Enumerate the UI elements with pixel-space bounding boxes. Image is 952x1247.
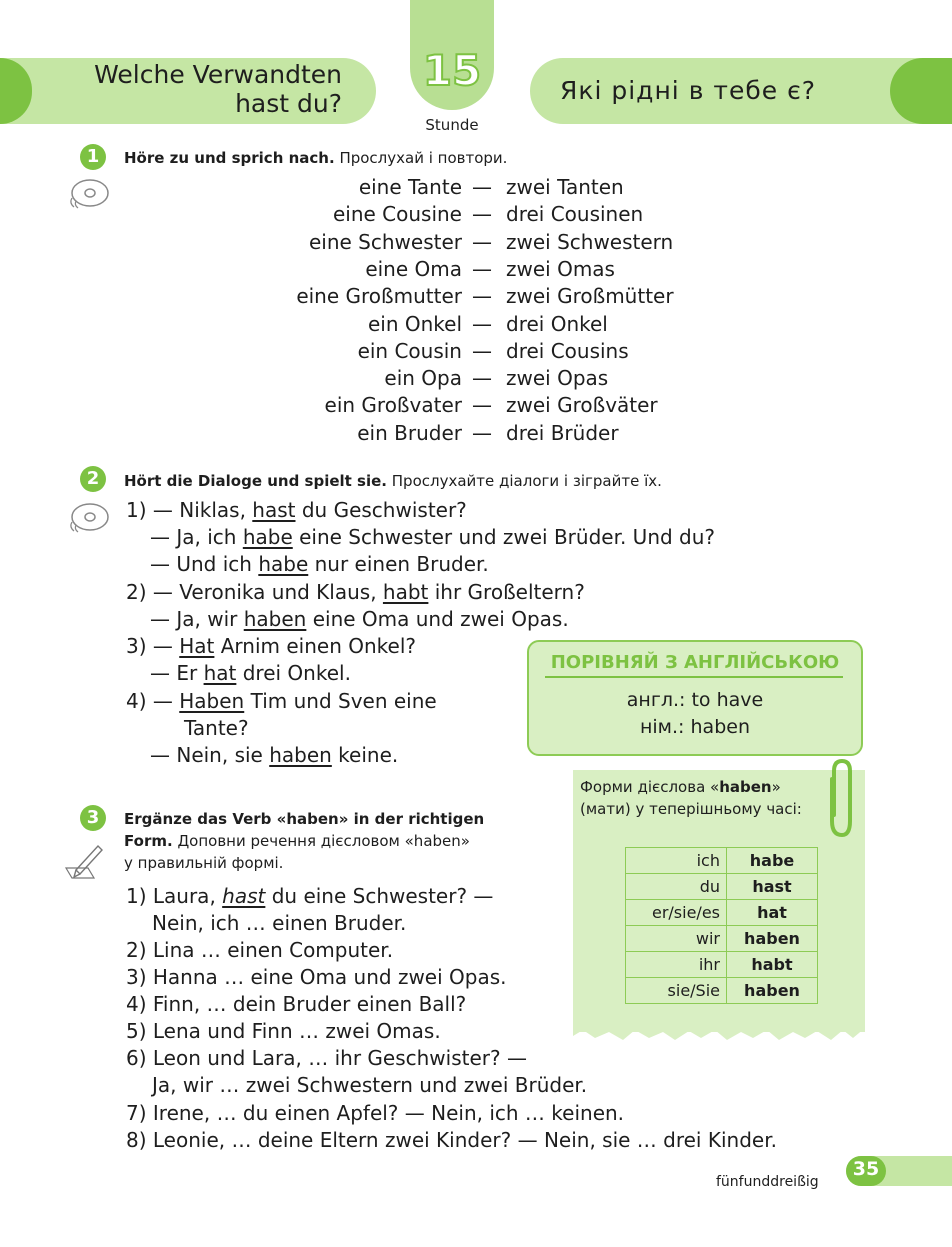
conjugation-table: [625, 847, 818, 1004]
dialog-line: [150, 607, 569, 631]
plural-form: drei Cousins: [506, 338, 629, 363]
task3-instruction-uk-1: Доповни речення дієсловом «haben»: [177, 832, 470, 850]
noun-pair: [0, 421, 952, 448]
task2-instruction-de: Hört die Dialoge und spielt sie.: [124, 472, 387, 490]
dash: —: [472, 311, 492, 336]
dialog-verb: habe: [258, 552, 309, 576]
dialog-line: [150, 552, 489, 576]
table-row: [626, 848, 818, 874]
exercise-line: 7) Irene, … du einen Apfel? — Nein, ich … keinen.: [126, 1101, 625, 1125]
dash: —: [472, 284, 492, 309]
exercise-1-suffix: du eine Schwester? —: [265, 884, 494, 908]
task1-instruction: [124, 147, 507, 169]
task-number-2: 2: [80, 466, 106, 492]
english-label: англ.:: [626, 689, 686, 711]
dash: —: [472, 202, 492, 227]
noun-pair: [0, 230, 952, 257]
noun-pair: [0, 202, 952, 229]
title-line-2: hast du?: [235, 89, 342, 118]
task3-instruction: [124, 808, 484, 874]
page-title-german: [40, 60, 342, 118]
dialog-text: 4) —: [126, 689, 180, 713]
lesson-label: Stunde: [425, 116, 479, 134]
singular-form: ein Großvater: [324, 393, 462, 418]
task2-instruction: [124, 470, 662, 492]
table-row: [626, 926, 818, 952]
lesson-number: 15: [422, 46, 482, 95]
exercise-line: 5) Lena und Finn … zwei Omas.: [126, 1019, 441, 1043]
dialog-text-end: nur einen Bruder.: [308, 552, 489, 576]
dialog-verb: habt: [382, 580, 429, 604]
dialog-line: [150, 743, 398, 767]
dialog-text: — Und ich: [150, 552, 259, 576]
pronoun-cell: ihr: [626, 952, 727, 978]
dash: —: [472, 366, 492, 391]
plural-form: drei Brüder: [506, 420, 619, 445]
dialog-text: 2) — Veronika und Klaus,: [126, 580, 383, 604]
dialog-text: — Ja, ich: [150, 525, 243, 549]
german-label: нім.:: [639, 716, 685, 738]
table-row: [626, 900, 818, 926]
dialog-text-end: du Geschwister?: [295, 498, 467, 522]
dialog-line: [126, 634, 416, 658]
dialog-text: — Er: [150, 661, 204, 685]
singular-form: ein Opa: [384, 366, 462, 391]
verb-form-cell: habe: [727, 848, 818, 874]
dash: —: [472, 338, 492, 363]
dialog-line: [150, 661, 351, 685]
noun-pair: [0, 175, 952, 202]
task-number-3: 3: [80, 805, 106, 831]
task1-instruction-uk: Прослухай і повтори.: [339, 149, 508, 167]
dialog-verb: hast: [252, 498, 296, 522]
noun-pair: [0, 284, 952, 311]
note-text: [580, 776, 815, 820]
plural-form: zwei Großmütter: [506, 284, 674, 309]
pronoun-cell: sie/Sie: [626, 978, 727, 1004]
table-row: [626, 874, 818, 900]
dialog-verb: Haben: [179, 689, 245, 713]
note-text-end: » (мати) у теперішньому часі:: [580, 778, 802, 818]
dialog-verb: hat: [203, 661, 237, 685]
pen-writing-icon: [62, 838, 108, 882]
dialog-text: 3) —: [126, 634, 180, 658]
english-value: to have: [691, 689, 764, 711]
page-number-word: fünfunddreißig: [716, 1174, 819, 1190]
compare-title-underline: [545, 676, 843, 678]
plural-form: drei Cousinen: [506, 202, 644, 227]
task-number-1: 1: [80, 144, 106, 170]
task2-instruction-uk: Прослухайте діалоги і зіграйте їх.: [391, 472, 662, 490]
verb-form-cell: haben: [727, 926, 818, 952]
plural-form: zwei Großväter: [506, 393, 658, 418]
dialog-verb: haben: [243, 607, 307, 631]
plural-form: zwei Omas: [506, 256, 615, 281]
dialog-line: [126, 498, 467, 522]
singular-form: ein Cousin: [357, 338, 462, 363]
singular-form: eine Cousine: [332, 202, 462, 227]
exercise-line: 3) Hanna … eine Oma und zwei Opas.: [126, 965, 507, 989]
exercise-line: Nein, ich … einen Bruder.: [152, 911, 407, 935]
singular-form: ein Bruder: [357, 420, 462, 445]
dialog-verb: habe: [242, 525, 293, 549]
compare-title: ПОРІВНЯЙ З АНГЛІЙСЬКОЮ: [550, 652, 840, 673]
dialog-text-end: eine Schwester und zwei Brüder. Und du?: [292, 525, 716, 549]
compare-english-row: [527, 689, 863, 711]
pronoun-cell: er/sie/es: [626, 900, 727, 926]
dialog-text: — Ja, wir: [150, 607, 244, 631]
exercise-1-prefix: 1) Laura,: [126, 884, 223, 908]
singular-form: eine Schwester: [308, 229, 462, 254]
dialog-text-end: Tim und Sven eine: [244, 689, 437, 713]
noun-pair: [0, 339, 952, 366]
page-number: 35: [852, 1158, 880, 1180]
task3-instruction-de-1: Ergänze das Verb «haben» in der richtigen: [124, 810, 485, 828]
singular-form: ein Onkel: [367, 311, 462, 336]
dialog-text: 1) — Niklas,: [126, 498, 253, 522]
singular-form: eine Oma: [365, 256, 462, 281]
paperclip-icon: [822, 757, 856, 843]
task3-instruction-de-2: Form.: [124, 832, 173, 850]
dialog-verb: haben: [269, 743, 332, 767]
table-row: [626, 978, 818, 1004]
plural-form: zwei Schwestern: [506, 229, 674, 254]
dialog-text-end: ihr Großeltern?: [428, 580, 585, 604]
verb-form-cell: hat: [727, 900, 818, 926]
dash: —: [472, 420, 492, 445]
task3-instruction-uk-2: у правильній формі.: [124, 854, 284, 872]
audio-cd-icon[interactable]: [66, 500, 112, 536]
note-text-start: Форми дієслова «: [580, 778, 720, 796]
dash: —: [472, 229, 492, 254]
dash: —: [472, 256, 492, 281]
title-line-1: Welche Verwandten: [94, 60, 342, 89]
dialog-text: — Nein, sie: [150, 743, 270, 767]
exercise-line: 4) Finn, … dein Bruder einen Ball?: [126, 992, 467, 1016]
header-right-accent: [890, 58, 952, 124]
dialog-text-end: eine Oma und zwei Opas.: [306, 607, 569, 631]
dialog-text-end: keine.: [331, 743, 399, 767]
note-torn-edge: [573, 1018, 865, 1044]
pronoun-cell: wir: [626, 926, 727, 952]
dialog-line: [150, 525, 715, 549]
dialog-line: [126, 580, 585, 604]
exercise-line: Ja, wir … zwei Schwestern und zwei Brüder.: [152, 1073, 588, 1097]
note-verb: haben: [719, 778, 772, 796]
dialog-text-end: Arnim einen Onkel?: [214, 634, 417, 658]
singular-form: eine Tante: [358, 175, 462, 199]
task1-instruction-de: Höre zu und sprich nach.: [124, 149, 335, 167]
compare-german-row: [527, 716, 863, 738]
dash: —: [472, 393, 492, 418]
verb-form-cell: haben: [727, 978, 818, 1004]
exercise-line: 8) Leonie, … deine Eltern zwei Kinder? — Nein, sie … drei Kinder.: [126, 1128, 777, 1152]
plural-form: zwei Tanten: [506, 175, 624, 199]
noun-pair: [0, 257, 952, 284]
verb-form-cell: hast: [727, 874, 818, 900]
german-value: haben: [690, 716, 750, 738]
dialog-verb: Hat: [179, 634, 215, 658]
dialog-text: Tante?: [184, 716, 249, 740]
exercise-line-1: [126, 884, 493, 908]
dialog-text-end: drei Onkel.: [236, 661, 351, 685]
dialog-line: [184, 716, 249, 740]
pronoun-cell: ich: [626, 848, 727, 874]
dialog-line: [126, 689, 437, 713]
noun-pair: [0, 366, 952, 393]
exercise-line: 6) Leon und Lara, … ihr Geschwister? —: [126, 1046, 527, 1070]
page-title-ukrainian: Які рідні в тебе є?: [560, 76, 817, 105]
verb-form-cell: habt: [727, 952, 818, 978]
singular-form: eine Großmutter: [296, 284, 462, 309]
plural-form: drei Onkel: [506, 311, 608, 336]
pronoun-cell: du: [626, 874, 727, 900]
exercise-line: 2) Lina … einen Computer.: [126, 938, 394, 962]
plural-form: zwei Opas: [506, 366, 609, 391]
noun-pair: [0, 393, 952, 420]
dash: —: [472, 175, 492, 199]
exercise-1-example-verb: hast: [222, 884, 266, 908]
noun-pair: [0, 312, 952, 339]
table-row: [626, 952, 818, 978]
